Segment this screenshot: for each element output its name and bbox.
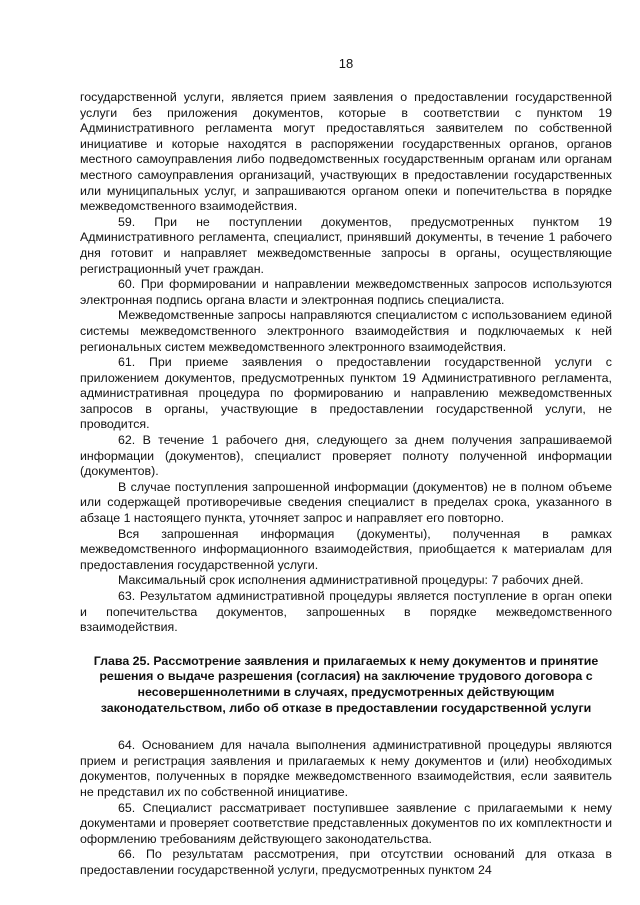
section-before bbox=[80, 90, 612, 636]
page-number: 18 bbox=[338, 56, 354, 71]
paragraph: 64. Основанием для начала выполнения административной процедуры являются прием и регистрация заявления и прилагаемых к нему документов и (или) необходимых документов, полученных в порядке межведомственного взаимодействия, если заявитель не представил их по собственной инициативе. bbox=[80, 738, 612, 799]
paragraph: 59. При не поступлении документов, предусмотренных пунктом 19 Административного регламента, специалист, принявший документы, в течение 1 рабочего дня готовит и направляет межведомственные запросы в органы, осуществляющие регистрационный учет граждан. bbox=[80, 214, 612, 276]
paragraph: 65. Специалист рассматривает поступившее заявление с прилагаемыми к нему документами и проверяет соответствие представленных документов по их комплектности и оформлению требованиям действующего законодательства. bbox=[80, 800, 612, 846]
document-page bbox=[80, 56, 612, 879]
paragraph: государственной услуги, является прием заявления о предоставлении государственной услуги без приложения документов, которые в соответствии с пунктом 19 Административного регламента могут предоставляться заявителем по собственной инициативе и которые находятся в распоряжении государственных органов, органов местного самоуправления либо подведомственных государственным органам или органам местного самоуправления организаций, участвующих в предоставлении государственных или муниципальных услуг, и запрашиваются органом опеки и попечительства в порядке межведомственного взаимодействия. bbox=[80, 90, 612, 214]
paragraph: 61. При приеме заявления о предоставлении государственной услуги с приложением документов, предусмотренных пунктом 19 Административного регламента, административная процедура по формированию и направлению межведомственных запросов в органы, участвующие в предоставлении государственной услуги, не проводится. bbox=[80, 355, 612, 432]
paragraph: 60. При формировании и направлении межведомственных запросов используются электронная подпись органа власти и электронная подпись специалиста. bbox=[80, 277, 612, 307]
chapter-heading: Глава 25. Рассмотрение заявления и прилагаемых к нему документов и принятие решения о выдаче разрешения (согласия) на заключение трудового договора с несовершеннолетними в случаях, предусмотренных действующим законодательством, либо об отказе в предоставлении государственной услуги bbox=[93, 653, 599, 715]
paragraph: 63. Результатом административной процедуры является поступление в орган опеки и попечительства документов, запрошенных в порядке межведомственного взаимодействия. bbox=[80, 589, 612, 635]
section-after bbox=[80, 738, 612, 878]
paragraph: 66. По результатам рассмотрения, при отсутствии оснований для отказа в предоставлении государственной услуги, предусмотренных пунктом 24 bbox=[80, 847, 612, 877]
paragraph: В случае поступления запрошенной информации (документов) не в полном объеме или содержащей противоречивые сведения специалист в пределах срока, указанного в абзаце 1 настоящего пункта, уточняет запрос и направляет его повторно. bbox=[80, 479, 612, 526]
paragraph: Вся запрошенная информация (документы), полученная в рамках межведомственного информационного взаимодействия, приобщается к материалам для предоставления государственной услуги. bbox=[80, 526, 612, 572]
paragraph: Максимальный срок исполнения административной процедуры: 7 рабочих дней. bbox=[118, 573, 584, 588]
paragraph: 62. В течение 1 рабочего дня, следующего за днем получения запрашиваемой информации (документов), специалист проверяет полноту полученной информации (документов). bbox=[80, 433, 612, 479]
paragraph: Межведомственные запросы направляются специалистом с использованием единой системы межведомственного электронного взаимодействия и подключаемых к ней региональных систем межведомственного электронного взаимодействия. bbox=[80, 308, 612, 354]
